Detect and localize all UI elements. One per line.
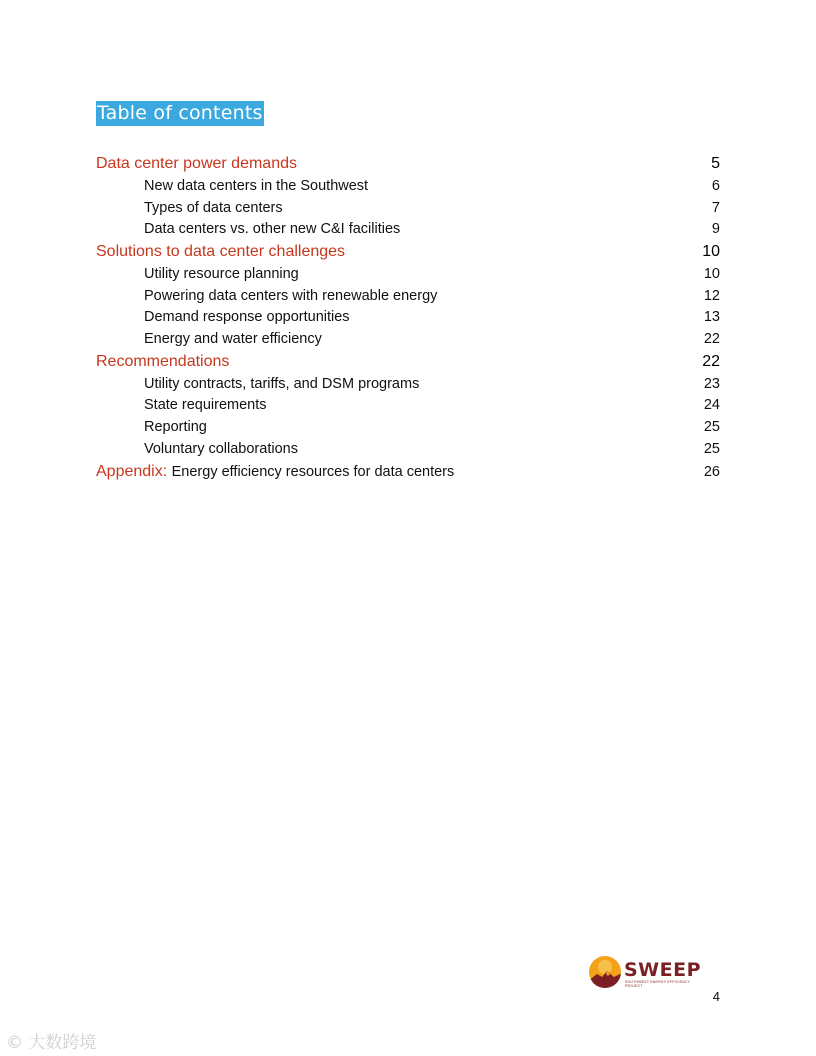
toc-subsection[interactable] — [96, 397, 720, 413]
toc-subsection[interactable] — [96, 266, 720, 282]
appendix-prefix: Appendix: — [96, 463, 168, 480]
toc-subsection[interactable] — [96, 288, 720, 304]
toc-section[interactable] — [96, 353, 720, 371]
toc-subsection-label: New data centers in the Southwest — [144, 178, 369, 194]
logo-wordmark: SWEEP — [624, 959, 702, 981]
toc-subsection-label: State requirements — [144, 397, 267, 413]
toc-page-number: 23 — [703, 376, 720, 392]
toc-page-number: 25 — [703, 419, 720, 435]
watermark-text: 大数跨境 — [28, 1033, 97, 1053]
toc-section-label: Solutions to data center challenges — [96, 243, 346, 260]
toc-subsection-label: Utility contracts, tariffs, and DSM programs — [144, 376, 420, 392]
toc-subsection[interactable] — [96, 331, 720, 347]
toc-subsection[interactable] — [96, 309, 720, 325]
toc-section-label: Data center power demands — [96, 155, 297, 172]
sun-mountain-icon — [588, 955, 622, 989]
toc-appendix[interactable] — [96, 463, 720, 481]
toc-section-label: Recommendations — [96, 353, 230, 370]
logo-tagline: SOUTHWEST ENERGY EFFICIENCY PROJECT — [625, 980, 691, 988]
watermark — [6, 1028, 96, 1053]
toc-subsection[interactable] — [96, 200, 720, 216]
toc-subsection-label: Powering data centers with renewable energy — [144, 288, 438, 304]
toc-subsection-label: Demand response opportunities — [144, 309, 350, 325]
toc-subsection-label: Data centers vs. other new C&I facilities — [144, 221, 401, 237]
toc-page-number: 13 — [703, 309, 720, 325]
toc-page-number: 6 — [711, 178, 720, 194]
toc-page-number: 25 — [703, 441, 720, 457]
page-number: 4 — [712, 989, 720, 1004]
toc-section[interactable] — [96, 243, 720, 261]
toc-page-number: 10 — [702, 243, 720, 260]
page-title: Table of contents — [97, 102, 263, 124]
toc-subsection-label: Reporting — [144, 419, 207, 435]
toc-page-number: 22 — [703, 331, 720, 347]
toc-page-number: 5 — [711, 155, 720, 172]
toc-subsection-label: Energy and water efficiency — [144, 331, 322, 347]
toc-page-number: 24 — [703, 397, 720, 413]
toc-subsection-label: Utility resource planning — [144, 266, 299, 282]
toc-page-number: 9 — [711, 221, 720, 237]
appendix-title: Energy efficiency resources for data centers — [171, 464, 455, 480]
toc-subsection-label: Types of data centers — [144, 200, 283, 216]
toc-subsection[interactable] — [96, 221, 720, 237]
toc-appendix-label — [96, 463, 454, 481]
toc-page-number: 7 — [711, 200, 720, 216]
toc-page-number: 22 — [702, 353, 720, 370]
toc-subsection-label: Voluntary collaborations — [144, 441, 298, 457]
toc-subsection[interactable] — [96, 178, 720, 194]
toc-section[interactable] — [96, 155, 720, 173]
sweep-logo — [588, 955, 700, 989]
toc-page-number: 12 — [703, 288, 720, 304]
toc-subsection[interactable] — [96, 419, 720, 435]
toc-page-number: 26 — [703, 464, 720, 480]
toc-page-number: 10 — [703, 266, 720, 282]
toc-subsection[interactable] — [96, 376, 720, 392]
toc-subsection[interactable] — [96, 441, 720, 457]
watermark-logo-icon: © — [6, 1033, 23, 1053]
